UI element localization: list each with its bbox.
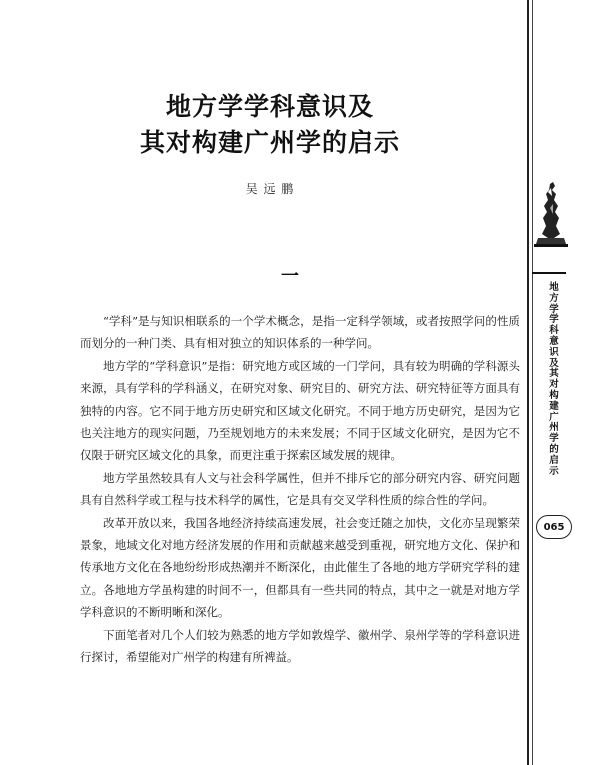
section-number: 一 xyxy=(281,266,299,287)
paragraph: 改革开放以来，我国各地经济持续高速发展，社会变迁随之加快，文化亦呈现繁荣景象，地域文化对地方经济发展的作用和贡献越来越受到重视，研究地方文化、保护和传承地方文化在各地纷纷形成热潮并不断深化，由此催生了各地的地方学研究学科的建立。各地地方学虽构建的时间不一，但都具有一些共同的特点，其中之一就是对地方学学科意识的不断明晰和深化。 xyxy=(80,515,520,620)
article-title-line2: 其对构建广州学的启示 xyxy=(139,128,400,157)
article-title-line1: 地方学学科意识及 xyxy=(165,92,374,121)
running-title-vertical: 地方学学科意识及其对构建广州学的启示 xyxy=(549,282,559,477)
paragraph: “学科”是与知识相联系的一个学术概念，是指一定科学领域，或者按照学问的性质而划分的一种门类、具有相对独立的知识体系的一种学问。 xyxy=(80,314,520,351)
page-number: 065 xyxy=(543,521,565,533)
margin-rule xyxy=(527,0,529,765)
guangzhou-goat-statue-icon xyxy=(530,180,572,250)
margin-rule-inner xyxy=(532,0,533,765)
paragraph: 下面笔者对几个人们较为熟悉的地方学如敦煌学、徽州学、泉州学等的学科意识进行探讨，希望能对广州学的构建有所裨益。 xyxy=(80,627,520,665)
paragraph: 地方学的“学科意识”是指：研究地方或区域的一门学问，具有较为明确的学科源头来源，具有学科的学科涵义，在研究对象、研究目的、研究方法、研究特征等方面具有独特的内容。它不同于地方历史研究和区域文化研究。不同于地方历史研究，是因为它也关注地方的现实问题，乃至规划地方的未来发展；不同于区域文化研究，是因为它不仅限于研究区域文化的具象，而更注重于探索区域发展的规律。 xyxy=(80,358,520,463)
paragraph: 地方学虽然较具有人文与社会科学属性，但并不排斥它的部分研究内容、研究问题具有自然科学或工程与技术科学的属性，它是具有交叉学科性质的综合性的学问。 xyxy=(80,470,520,508)
article-author: 吴 远 鹏 xyxy=(245,182,295,196)
article-body xyxy=(80,310,520,669)
margin-tick xyxy=(532,272,566,274)
page-number-badge xyxy=(536,515,572,539)
